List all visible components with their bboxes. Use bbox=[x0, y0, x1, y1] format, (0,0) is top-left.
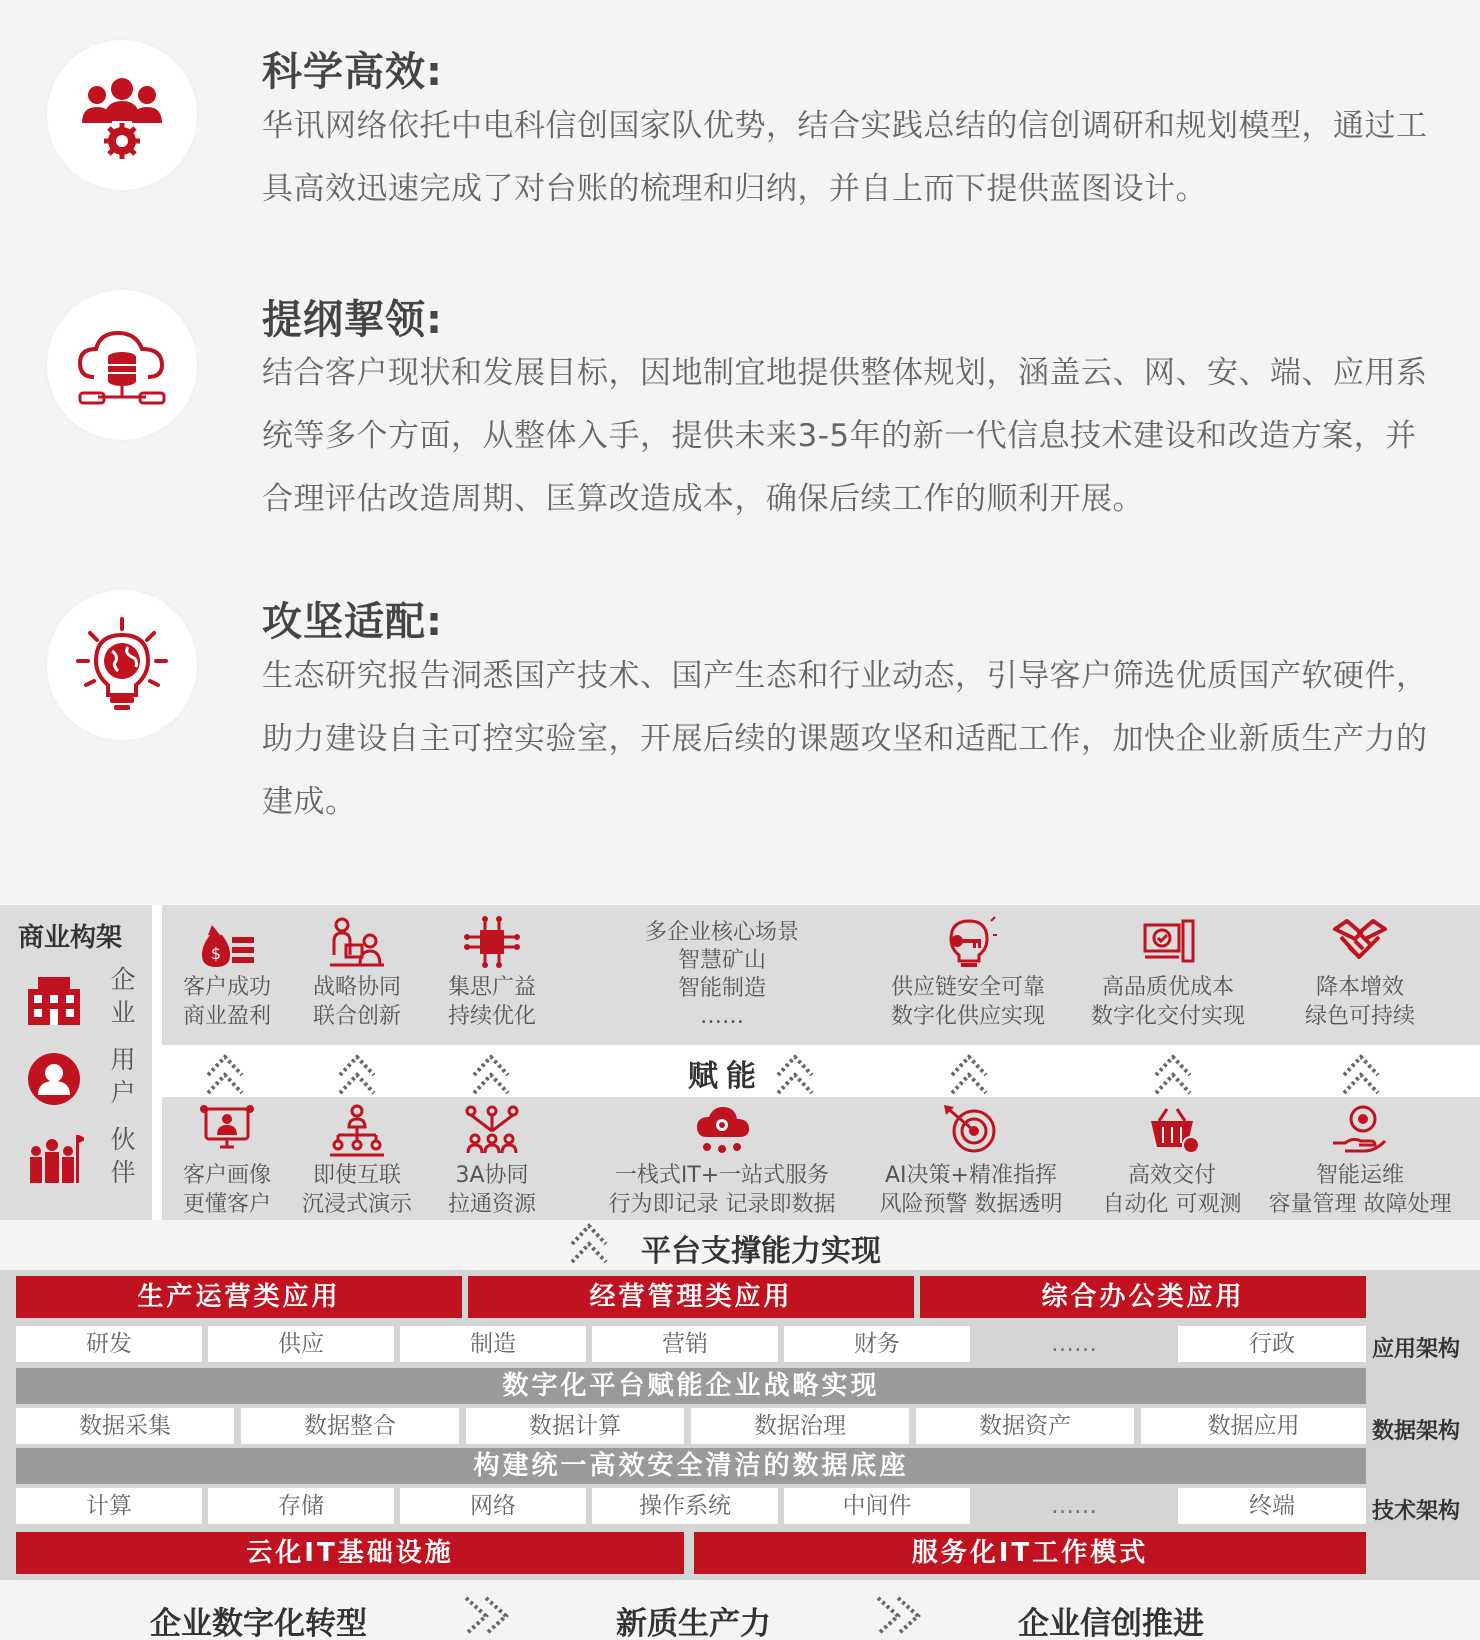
feature-text: 结合客户现状和发展目标，因地制宜地提供整体规划，涵盖云、网、安、端、应用系统等多个方面，从整体入手，提供未来3-5年的新一代信息技术建设和改造方案，并合理评估改造周期、匡算改造成本，确保后续工作的顺利开展。 bbox=[262, 355, 1428, 517]
cell-line3: 智能制造 bbox=[677, 976, 766, 1001]
cell-line1: 客户画像 bbox=[182, 1163, 271, 1188]
user-icon bbox=[24, 1049, 84, 1109]
data-item: 数据资产 bbox=[916, 1408, 1134, 1444]
app-item: 研发 bbox=[16, 1326, 202, 1362]
cell-line1: 降本增效 bbox=[1315, 975, 1404, 1000]
up-arrow-icon bbox=[468, 1047, 514, 1103]
handshake-icon bbox=[1331, 915, 1389, 969]
right-arrow-icon bbox=[458, 1592, 518, 1640]
data-item: 数据治理 bbox=[691, 1408, 909, 1444]
delivery-basket-icon bbox=[1143, 1103, 1201, 1157]
side-item-label: 伙伴 bbox=[110, 1125, 136, 1187]
bulb-key-icon bbox=[939, 915, 997, 969]
cell-line2: 沉浸式演示 bbox=[301, 1192, 412, 1217]
side-item-user bbox=[20, 1043, 140, 1113]
cell-line2: 商业盈利 bbox=[182, 1004, 271, 1029]
cell-line2: 联合创新 bbox=[312, 1004, 401, 1029]
business-architecture bbox=[0, 905, 1480, 1220]
org-chart-icon bbox=[328, 1103, 386, 1157]
tech-item: 操作系统 bbox=[592, 1488, 778, 1524]
up-arrow-icon bbox=[1338, 1047, 1384, 1103]
upper-cell-quality bbox=[1068, 915, 1268, 1031]
business-side-panel bbox=[0, 905, 152, 1220]
feature-icon-circle bbox=[47, 290, 197, 440]
data-architecture-label: 数据架构 bbox=[1372, 1419, 1461, 1444]
upper-cell-customer-success bbox=[162, 915, 292, 1031]
upper-cell-supply-chain bbox=[868, 915, 1068, 1031]
upper-cell-scenarios bbox=[592, 919, 852, 1031]
flow-digital-transformation: 企业数字化转型 bbox=[150, 1606, 367, 1640]
cell-line1: 供应链安全可靠 bbox=[890, 975, 1045, 1000]
tech-item: 终端 bbox=[1178, 1488, 1366, 1524]
circuit-icon bbox=[463, 915, 521, 969]
upper-cell-green bbox=[1270, 915, 1450, 1031]
flow-new-productivity: 新质生产力 bbox=[616, 1606, 771, 1640]
up-arrow-icon bbox=[202, 1047, 248, 1103]
feature-icon-circle bbox=[47, 590, 197, 740]
target-icon bbox=[942, 1103, 1000, 1157]
up-arrow-icon bbox=[334, 1047, 380, 1103]
app-architecture-label: 应用架构 bbox=[1372, 1337, 1461, 1362]
monitor-user-icon bbox=[198, 1103, 256, 1157]
lower-cell-smart-ops bbox=[1262, 1103, 1458, 1219]
up-arrow-icon bbox=[946, 1047, 992, 1103]
dashboard-icon bbox=[1139, 915, 1197, 969]
app-item: 供应 bbox=[208, 1326, 394, 1362]
network-people-icon bbox=[463, 1103, 521, 1157]
cell-line2: 绿色可持续 bbox=[1304, 1004, 1415, 1029]
building-icon bbox=[24, 969, 84, 1029]
tech-item: 中间件 bbox=[784, 1488, 970, 1524]
cell-line1: 战略协同 bbox=[312, 975, 401, 1000]
feature-icon-circle bbox=[47, 40, 197, 190]
tech-item: 计算 bbox=[16, 1488, 202, 1524]
tech-item: 网络 bbox=[400, 1488, 586, 1524]
lower-cell-customer-profile bbox=[162, 1103, 292, 1219]
cell-line1: 客户成功 bbox=[182, 975, 271, 1000]
side-item-enterprise bbox=[20, 963, 140, 1033]
cell-line1: 即使互联 bbox=[312, 1163, 401, 1188]
cell-line2: 持续优化 bbox=[447, 1004, 536, 1029]
service-mode-bar: 服务化IT工作模式 bbox=[694, 1532, 1366, 1574]
data-item: 数据采集 bbox=[16, 1408, 234, 1444]
app-header-office: 综合办公类应用 bbox=[920, 1276, 1366, 1318]
money-bag-icon bbox=[198, 915, 256, 969]
business-title: 商业构架 bbox=[18, 923, 123, 953]
cell-line1: 高品质优成本 bbox=[1101, 975, 1234, 1000]
cell-line1: 一栈式IT+一站式服务 bbox=[614, 1163, 830, 1188]
foundation-bar: 构建统一高效安全清洁的数据底座 bbox=[16, 1448, 1366, 1484]
right-arrow-icon bbox=[870, 1592, 930, 1640]
tech-item: 存储 bbox=[208, 1488, 394, 1524]
upper-cell-brainstorm bbox=[422, 915, 562, 1031]
cell-line1: 集思广益 bbox=[447, 975, 536, 1000]
tech-architecture-label: 技术架构 bbox=[1372, 1499, 1461, 1524]
cell-line2: 行为即记录 记录即数据 bbox=[608, 1192, 836, 1217]
app-item: 制造 bbox=[400, 1326, 586, 1362]
cell-line2: 更懂客户 bbox=[182, 1192, 271, 1217]
feature-text: 华讯网络依托中电科信创国家队优势，结合实践总结的信创调研和规划模型，通过工具高效迅速完成了对台账的梳理和归纳，并自上而下提供蓝图设计。 bbox=[262, 108, 1428, 207]
lower-cell-interconnect bbox=[292, 1103, 422, 1219]
app-item: 财务 bbox=[784, 1326, 970, 1362]
hand-gear-icon bbox=[1331, 1103, 1389, 1157]
cell-line2: 拉通资源 bbox=[447, 1192, 536, 1217]
tech-architecture bbox=[0, 1270, 1480, 1580]
lightbulb-globe-icon bbox=[72, 615, 172, 715]
app-item: 行政 bbox=[1178, 1326, 1366, 1362]
cell-line2: 自动化 可观测 bbox=[1102, 1192, 1242, 1217]
cell-line1: 多企业核心场景 bbox=[644, 920, 799, 945]
data-item: 数据计算 bbox=[466, 1408, 684, 1444]
up-arrow-icon bbox=[772, 1047, 818, 1103]
cell-line2: 风险预警 数据透明 bbox=[879, 1192, 1063, 1217]
cell-line4: …… bbox=[700, 1004, 744, 1029]
cell-line2: 容量管理 故障处理 bbox=[1268, 1192, 1452, 1217]
lower-cell-one-stack bbox=[586, 1103, 858, 1219]
feature-text: 生态研究报告洞悉国产技术、国产生态和行业动态，引导客户筛选优质国产软硬件，助力建设自主可控实验室，开展后续的课题攻坚和适配工作，加快企业新质生产力的建成。 bbox=[262, 658, 1428, 820]
team-gear-icon bbox=[72, 65, 172, 165]
up-arrow-icon bbox=[566, 1216, 612, 1272]
upper-cell-strategy bbox=[292, 915, 422, 1031]
svg-text:$: $ bbox=[210, 944, 222, 963]
cell-line1: 高效交付 bbox=[1127, 1163, 1216, 1188]
cloud-database-icon bbox=[72, 315, 172, 415]
side-item-partner bbox=[20, 1123, 140, 1193]
app-item: …… bbox=[976, 1326, 1172, 1362]
empower-label: 赋能 bbox=[688, 1059, 764, 1094]
lower-cell-ai-decision bbox=[858, 1103, 1084, 1219]
feature-title: 攻坚适配: bbox=[262, 599, 443, 645]
cell-line2: 智慧矿山 bbox=[677, 948, 766, 973]
cloud-gear-icon bbox=[693, 1103, 751, 1157]
app-header-production: 生产运营类应用 bbox=[16, 1276, 462, 1318]
meeting-icon bbox=[328, 915, 386, 969]
strategy-bar: 数字化平台赋能企业战略实现 bbox=[16, 1368, 1366, 1404]
side-item-label: 企业 bbox=[110, 965, 136, 1027]
partners-icon bbox=[24, 1129, 84, 1189]
feature-title: 提纲挈领: bbox=[262, 297, 443, 343]
data-item: 数据整合 bbox=[241, 1408, 459, 1444]
data-item: 数据应用 bbox=[1141, 1408, 1366, 1444]
feature-title: 科学高效: bbox=[262, 49, 443, 95]
app-header-management: 经营管理类应用 bbox=[468, 1276, 914, 1318]
cell-line2: 数字化交付实现 bbox=[1090, 1004, 1245, 1029]
platform-label: 平台支撑能力实现 bbox=[641, 1234, 881, 1269]
cell-line1: 3A协同 bbox=[455, 1163, 529, 1188]
tech-item: …… bbox=[976, 1488, 1172, 1524]
up-arrow-icon bbox=[1150, 1047, 1196, 1103]
lower-cell-3a bbox=[422, 1103, 562, 1219]
cell-line2: 数字化供应实现 bbox=[890, 1004, 1045, 1029]
cell-line1: 智能运维 bbox=[1315, 1163, 1404, 1188]
app-item: 营销 bbox=[592, 1326, 778, 1362]
side-item-label: 用户 bbox=[110, 1045, 136, 1107]
flow-xinchuang: 企业信创推进 bbox=[1018, 1606, 1204, 1640]
cell-line1: AI决策+精准指挥 bbox=[885, 1163, 1057, 1188]
cloud-infra-bar: 云化IT基础设施 bbox=[16, 1532, 684, 1574]
lower-cell-delivery bbox=[1084, 1103, 1260, 1219]
